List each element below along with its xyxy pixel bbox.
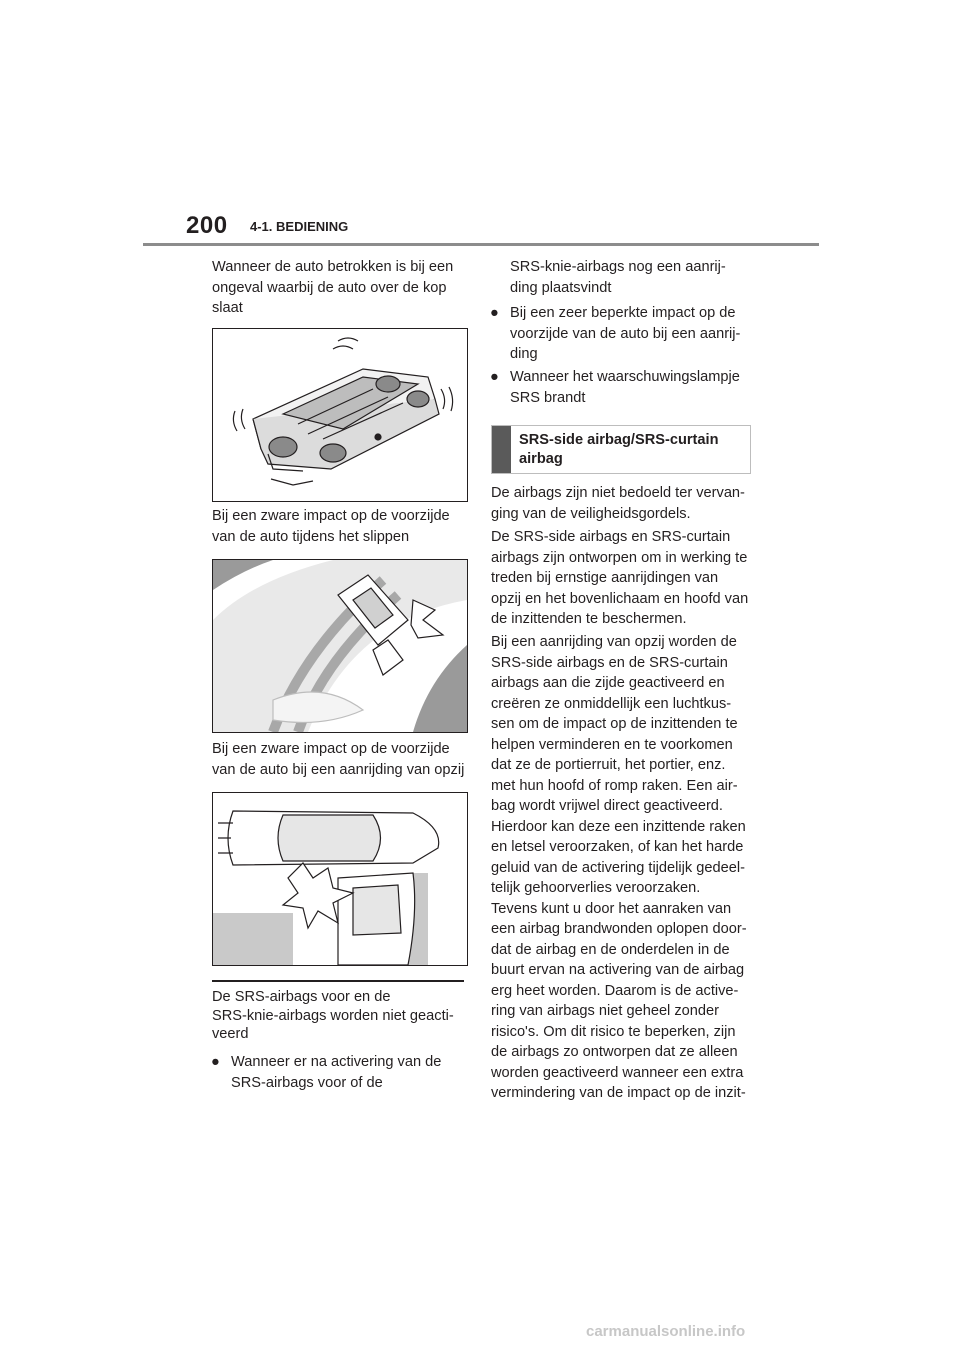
text-line: De SRS-airbags voor en de — [212, 989, 391, 1005]
text-line: Wanneer er na activering van de — [231, 1054, 442, 1070]
caption-skid — [212, 506, 450, 547]
text-line: creëren ze onmiddellijk een luchtkus- — [491, 695, 732, 712]
heading-bar — [492, 426, 511, 473]
text-line: veerd — [212, 1026, 249, 1042]
text-line: Wanneer de auto betrokken is bij een — [212, 259, 454, 275]
paragraph-1 — [491, 483, 745, 524]
text-line: ring van airbags niet geheel zonder — [491, 1003, 719, 1019]
subsection-heading — [519, 431, 719, 468]
text-line: ging van de veiligheidsgordels. — [491, 505, 691, 522]
text-line: SRS-side airbags en de SRS-curtain — [491, 654, 728, 671]
text-line: vermindering van de impact op de inzit- — [491, 1085, 746, 1101]
text-line: Bij een zeer beperkte impact op de — [510, 305, 736, 321]
text-line: De airbags zijn niet bedoeld ter vervan- — [491, 485, 745, 501]
section-title: 4-1. BEDIENING — [250, 219, 349, 234]
text-line: de inzittenden te beschermen. — [491, 611, 687, 627]
text-line: Hierdoor kan deze een inzittende raken — [491, 818, 746, 835]
bullet-icon: ● — [490, 305, 499, 321]
text-line: buurt ervan na activering van de airbag — [491, 962, 745, 978]
car-side-collision-illustration — [213, 793, 467, 965]
text-line: Bij een zware impact op de voorzijde — [212, 508, 450, 524]
caption-side-impact — [212, 739, 464, 780]
side-collision-figure — [212, 792, 468, 966]
text-line: geluid van de activering tijdelijk gedeel- — [491, 859, 745, 876]
text-line: De SRS-side airbags en SRS-curtain — [491, 529, 731, 545]
car-rollover-illustration — [213, 329, 467, 501]
text-line: van de auto bij een aanrijding van opzij — [212, 761, 465, 778]
subsection-heading-box — [491, 425, 751, 474]
text-line: bag wordt vrijwel direct geactiveerd. — [491, 798, 723, 814]
text-line: opzij en het bovenlichaam en hoofd van — [491, 590, 749, 607]
car-skid-collision-illustration — [213, 560, 467, 732]
text-line: worden geactiveerd wanneer een extra — [491, 1064, 744, 1081]
paragraph-3 — [491, 632, 747, 1104]
text-line: erg heet worden. Daarom is de active- — [491, 982, 739, 999]
note-no-activation — [212, 980, 464, 1044]
skid-figure — [212, 559, 468, 733]
text-line: slaat — [212, 300, 243, 316]
text-line: ding plaatsvindt — [510, 279, 612, 296]
bullet-icon: ● — [211, 1054, 220, 1070]
text-line: helpen verminderen en te voorkomen — [491, 736, 733, 753]
text-line: airbag — [519, 450, 563, 467]
paragraph-2 — [491, 527, 748, 630]
text-line: en letsel veroorzaken, of kan het harde — [491, 839, 744, 855]
bullet-item — [490, 303, 741, 365]
text-line: dat ze de portierruit, het portier, enz. — [491, 757, 726, 773]
text-line: airbags zijn ontworpen om in werking te — [491, 549, 748, 566]
text-line: SRS-knie-airbags worden niet geacti- — [212, 1007, 454, 1024]
bullet-continuation — [510, 257, 726, 298]
text-line: Bij een aanrijding van opzij worden de — [491, 634, 737, 650]
text-line: dat de airbag en de onderdelen in de — [491, 941, 730, 958]
bullet-item — [490, 367, 740, 408]
page-number: 200 — [186, 212, 228, 239]
bullet-item — [211, 1052, 442, 1093]
text-line: voorzijde van de auto bij een aanrij- — [510, 325, 741, 342]
text-line: risico's. Om dit risico te beperken, zijn — [491, 1023, 736, 1040]
text-line: SRS-side airbag/SRS-curtain — [519, 432, 719, 448]
text-line: met hun hoofd of romp raken. Een air- — [491, 777, 738, 794]
text-line: ding — [510, 346, 538, 362]
watermark[interactable]: carmanualsonline.info — [586, 1323, 746, 1340]
text-line: SRS-knie-airbags nog een aanrij- — [510, 259, 726, 275]
header-rule — [143, 243, 819, 246]
text-line: treden bij ernstige aanrijdingen van — [491, 570, 719, 586]
text-line: Bij een zware impact op de voorzijde — [212, 741, 450, 757]
text-line: SRS-airbags voor of de — [231, 1074, 383, 1091]
intro-paragraph — [212, 257, 453, 319]
text-line: van de auto tijdens het slippen — [212, 528, 410, 545]
text-line: de airbags zo ontworpen dat ze alleen — [491, 1044, 738, 1060]
bullet-icon: ● — [490, 369, 499, 385]
text-line: Tevens kunt u door het aanraken van — [491, 900, 732, 917]
rollover-figure — [212, 328, 468, 502]
text-line: een airbag brandwonden oplopen door- — [491, 921, 747, 937]
text-line: Wanneer het waarschuwingslampje — [510, 369, 740, 385]
text-line: ongeval waarbij de auto over de kop — [212, 279, 447, 296]
text-line: airbags aan die zijde geactiveerd en — [491, 675, 725, 691]
text-line: telijk gehoorverlies veroorzaken. — [491, 880, 701, 896]
text-line: SRS brandt — [510, 389, 586, 406]
text-line: sen om de impact op de inzittenden te — [491, 716, 738, 732]
